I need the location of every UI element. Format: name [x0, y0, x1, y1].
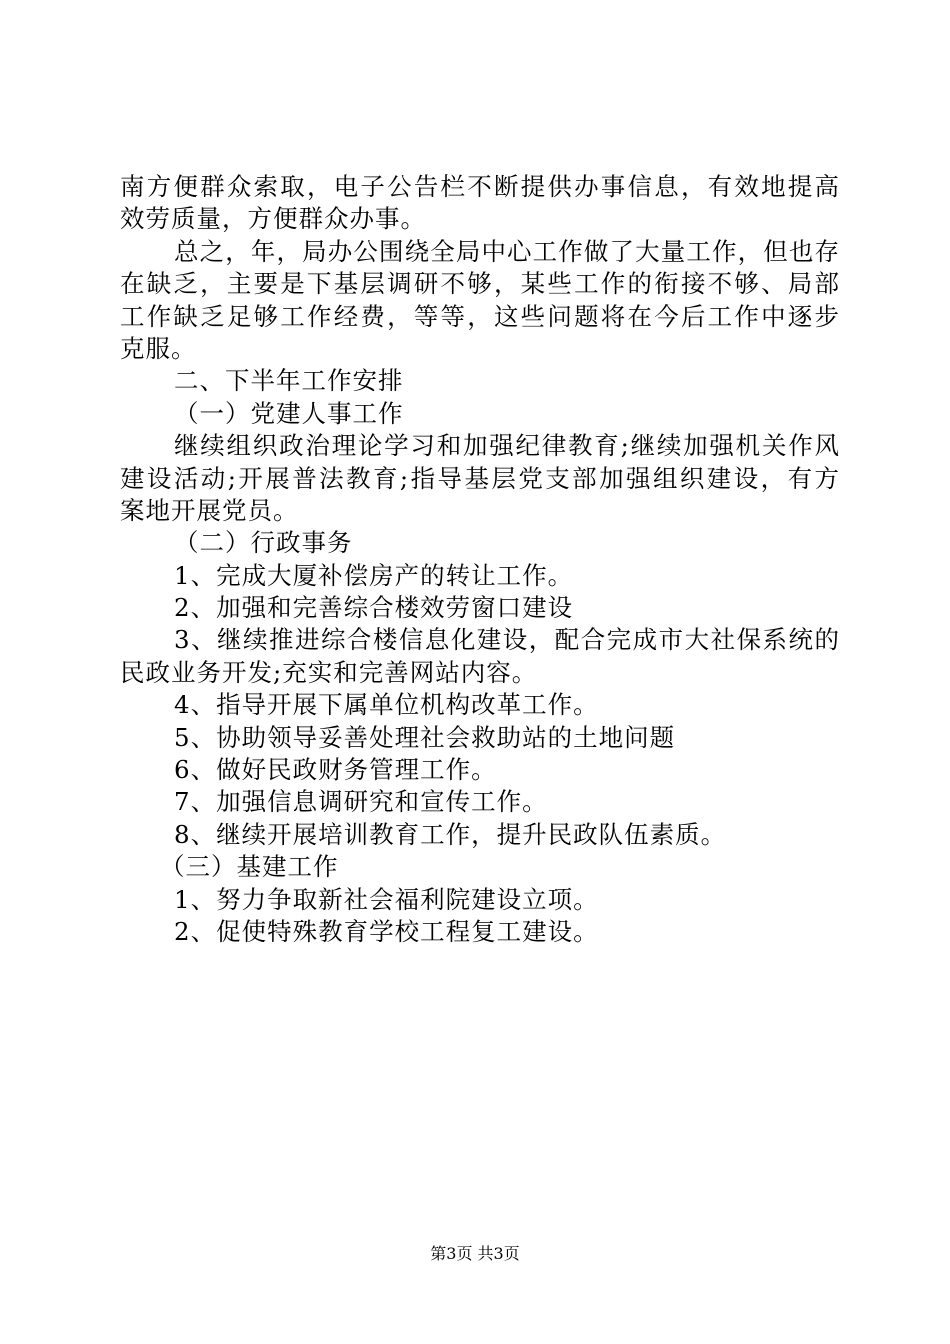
list-item: 4、指导开展下属单位机构改革工作。: [174, 690, 599, 720]
text-line: 民政业务开发;充实和完善网站内容。: [120, 657, 538, 687]
list-item: 2、加强和完善综合楼效劳窗口建设: [174, 593, 574, 623]
subsection-heading: （三）基建工作: [160, 852, 339, 882]
text-line: 建设活动;开展普法教育;指导基层党支部加强组织建设，有方: [120, 463, 840, 493]
text-line: 工作缺乏足够工作经费，等等，这些问题将在今后工作中逐步: [120, 301, 840, 331]
text-line: 继续组织政治理论学习和加强纪律教育;继续加强机关作风: [174, 431, 840, 461]
list-item: 1、努力争取新社会福利院建设立项。: [174, 884, 599, 914]
list-item: 1、完成大厦补偿房产的转让工作。: [174, 560, 574, 590]
text-line: 克服。: [120, 333, 197, 363]
text-line: 案地开展党员。: [120, 495, 299, 525]
list-item: 8、继续开展培训教育工作，提升民政队伍素质。: [174, 819, 727, 849]
document-body: [120, 171, 840, 948]
list-item: 7、加强信息调研究和宣传工作。: [174, 787, 548, 817]
list-item: 5、协助领导妥善处理社会救助站的土地问题: [174, 722, 676, 752]
list-item: 3、继续推进综合楼信息化建设，配合完成市大社保系统的: [174, 625, 840, 655]
text-line: 总之，年，局办公围绕全局中心工作做了大量工作，但也存: [174, 236, 840, 266]
text-line: 南方便群众索取，电子公告栏不断提供办事信息，有效地提高: [120, 172, 840, 201]
list-item: 6、做好民政财务管理工作。: [174, 755, 497, 785]
subsection-heading: （一）党建人事工作: [174, 398, 404, 428]
subsection-heading: （二）行政事务: [174, 528, 353, 558]
page-number: 第3页 共3页: [430, 1244, 520, 1263]
section-heading: 二、下半年工作安排: [174, 366, 404, 396]
text-line: 效劳质量，方便群众办事。: [120, 204, 426, 234]
list-item: 2、促使特殊教育学校工程复工建设。: [174, 916, 599, 946]
text-line: 在缺乏，主要是下基层调研不够，某些工作的衔接不够、局部: [120, 269, 840, 299]
